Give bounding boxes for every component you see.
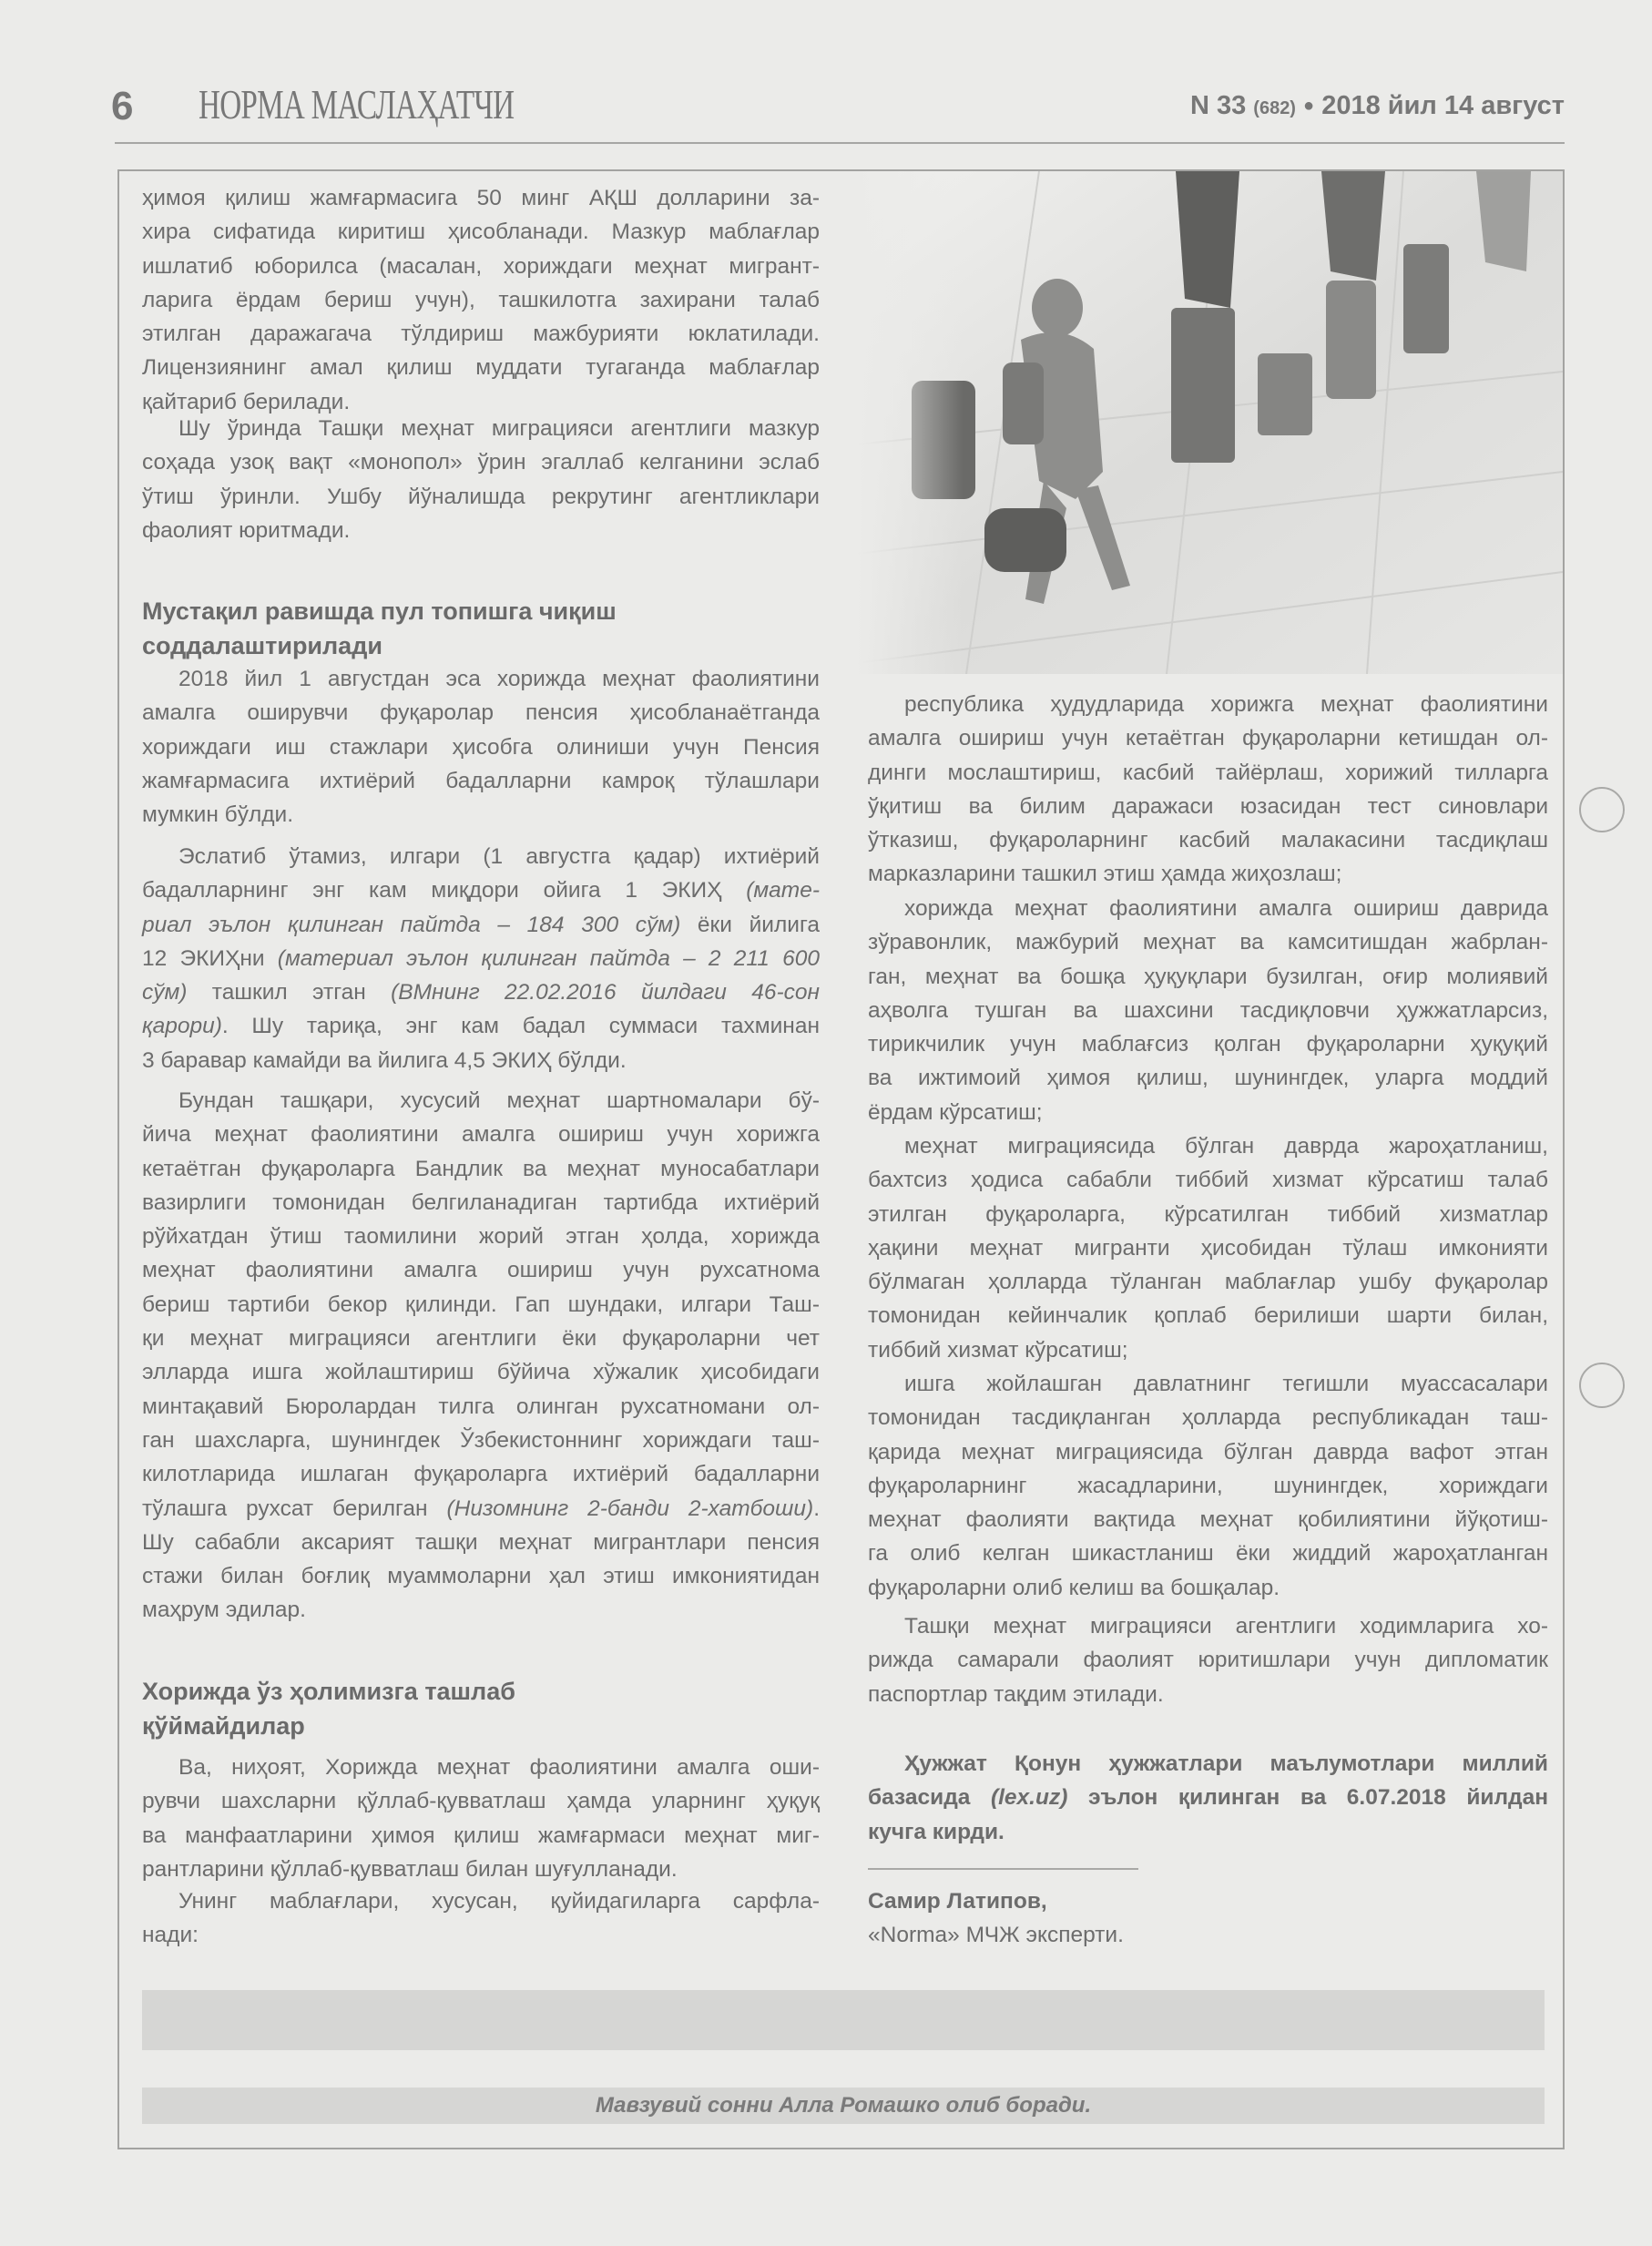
text-line: динги мослаштириш, касбий тайёрлаш, хорижий тилларга bbox=[868, 760, 1548, 785]
text-line: ишга жойлашган давлатнинг тегишли муассасалари bbox=[904, 1372, 1548, 1396]
italic-citation: (мате- bbox=[746, 878, 820, 904]
text-line: 2018 йил 1 августдан эса хорижда меҳнат фаолиятини bbox=[178, 667, 820, 691]
text-line: хира сифатида киритиш ҳисобланади. Мазкур маблағлар bbox=[142, 219, 820, 245]
text-segment: тўлашга рухсат берилган bbox=[142, 1496, 447, 1521]
text-line: этилган фуқароларга, кўрсатилган тиббий хизматлар bbox=[868, 1201, 1548, 1227]
text-line bbox=[142, 873, 820, 907]
text-line: амалга ошириш учун кетаётган фуқароларни кетишдан ол- bbox=[868, 726, 1548, 751]
publication-title: НОРМА МАСЛАҲАТЧИ bbox=[199, 81, 515, 128]
text-line: меҳнат фаолиятини амалга ошириш учун рухсатнома bbox=[142, 1258, 820, 1283]
text-line: бўлмаган ҳолларда тўланган маблағлар ушбу фуқаролар bbox=[868, 1270, 1548, 1295]
text-line: мумкин бўлди. bbox=[142, 802, 294, 828]
text-line: Шу сабабли аксарият ташқи меҳнат мигрантлари пенсия bbox=[142, 1529, 820, 1555]
text-line: фаолият юритмади. bbox=[142, 517, 351, 543]
text-line: фуқароларнинг жасадларини, шунингдек, хориждаги bbox=[868, 1473, 1548, 1498]
text-line: соҳада узоқ вақт «монопол» ўрин эгаллаб келганини эслаб bbox=[142, 450, 820, 475]
editor-note: Мавзувий сонни Алла Ромашко олиб боради. bbox=[595, 2093, 1092, 2118]
text-line: стажи билан боғлиқ муаммоларни ҳал этиш имкониятидан bbox=[142, 1564, 820, 1589]
text-line: ган шахсларга, шунингдек Ўзбекистоннинг хориждаги таш- bbox=[142, 1427, 820, 1453]
text-line: маҳрум эдилар. bbox=[142, 1598, 306, 1623]
paragraph bbox=[142, 1884, 820, 1953]
text-line: қарида меҳнат миграциясида бўлган даврда вафот этган bbox=[868, 1439, 1548, 1465]
text-line: рувчи шахсларни қўллаб-қувватлаш ҳамда уларнинг ҳуқуқ bbox=[142, 1789, 820, 1814]
text-line: 3 баравар камайди ва йилига 4,5 ЭКИҲ бўлди. bbox=[142, 1047, 627, 1073]
text-line: га олиб келган шикастланиш ёки жиддий жароҳатланган bbox=[868, 1541, 1548, 1567]
header-divider bbox=[115, 142, 1565, 144]
author-role: «Norma» МЧЖ эксперти. bbox=[868, 1923, 1124, 1948]
text-line: Бундан ташқари, хусусий меҳнат шартномалари бў- bbox=[178, 1088, 820, 1113]
text-line: томонидан тасдиқланган ҳолларда республикадан таш- bbox=[868, 1405, 1548, 1431]
text-segment: ёки йилига bbox=[680, 912, 820, 937]
text-line: фуқароларни олиб келиш ва бошқалар. bbox=[868, 1575, 1280, 1600]
heading-line: Хорижда ўз ҳолимизга ташлаб bbox=[142, 1678, 515, 1705]
text-line: кетаётган фуқароларга Бандлик ва меҳнат муносабатлари bbox=[142, 1156, 820, 1181]
section-heading bbox=[142, 1674, 820, 1743]
text-line: йича меҳнат фаолиятини амалга ошириш учун хорижга bbox=[142, 1122, 820, 1148]
italic-citation: (Низомнинг 2-банди 2-хатбоши) bbox=[446, 1496, 814, 1521]
text-line: хориждаги иш стажлари ҳисобга олиниши учун Пенсия bbox=[142, 734, 820, 760]
text-line bbox=[142, 1492, 820, 1526]
text-line: аҳволга тушган ва шахсини тасдиқловчи ҳужжатларсиз, bbox=[868, 997, 1548, 1023]
paragraph bbox=[142, 840, 820, 1077]
author-name: Самир Латипов, bbox=[868, 1889, 1047, 1914]
page-number: 6 bbox=[111, 84, 134, 128]
legal-note bbox=[868, 1747, 1548, 1849]
travelers-photo bbox=[857, 171, 1563, 674]
text-line: зўравонлик, мажбурий меҳнат ва камситишдан жабрлан- bbox=[868, 930, 1548, 955]
text-line: ўқитиш ва билим даражаси юзасидан тест синовлари bbox=[868, 793, 1548, 819]
text-line: рижда самарали фаолият юритишлари учун дипломатик bbox=[868, 1648, 1548, 1673]
text-line: жамғармасига ихтиёрий бадалларни камроқ тўлашлари bbox=[142, 768, 820, 793]
paragraph bbox=[142, 412, 820, 547]
paragraph bbox=[142, 662, 820, 832]
list-item bbox=[868, 688, 1548, 892]
text-line: ларига ёрдам бериш учун), ташкилотга захирани талаб bbox=[142, 287, 820, 312]
text-line: ёрдам кўрсатиш; bbox=[868, 1099, 1043, 1125]
text-line: Лицензиянинг амал қилиш муддати тугаганда маблағлар bbox=[142, 355, 820, 381]
text-line: килотларида ишлаган фуқароларга ихтиёрий бадалларни bbox=[142, 1462, 820, 1487]
text-line: вазирлиги томонидан белгиланадиган тартибда ихтиёрий bbox=[142, 1189, 820, 1215]
text-line bbox=[142, 975, 820, 1009]
paragraph bbox=[868, 1609, 1548, 1711]
issue-date: 2018 йил 14 август bbox=[1321, 91, 1565, 120]
italic-citation: (lex.uz) bbox=[990, 1785, 1068, 1811]
binder-hole-icon bbox=[1579, 1363, 1625, 1408]
text-line: меҳнат миграциясида бўлган даврда жароҳатланиш, bbox=[904, 1134, 1548, 1159]
bullet-icon: ● bbox=[1303, 96, 1315, 116]
text-line: Шу ўринда Ташқи меҳнат миграцияси агентлиги мазкур bbox=[178, 416, 820, 441]
text-segment: базасида bbox=[868, 1785, 991, 1811]
text-line: бахтсиз ҳодиса сабабли тиббий хизмат кўрсатиш талаб bbox=[868, 1168, 1548, 1193]
heading-line: Мустақил равишда пул топишга чиқиш bbox=[142, 597, 617, 625]
text-line: элларда ишга жойлаштириш бўйича хўжалик ҳисобидаги bbox=[142, 1360, 820, 1385]
text-segment: 12 ЭКИҲни bbox=[142, 945, 278, 971]
text-line: кучга кирди. bbox=[868, 1819, 1004, 1844]
text-line: минтақавий Бюролардан тилга олинган рухсатномани ол- bbox=[142, 1394, 820, 1419]
text-line: рантларини қўллаб-қувватлаш билан шуғулланади. bbox=[142, 1856, 678, 1882]
text-line: марказларини ташкил этиш ҳамда жиҳозлаш; bbox=[868, 862, 1342, 887]
issue-number: N 33 bbox=[1189, 91, 1247, 120]
text-line: Эслатиб ўтамиз, илгари (1 августга қадар) ихтиёрий bbox=[178, 844, 820, 869]
text-line bbox=[142, 1009, 820, 1043]
section-heading bbox=[142, 594, 820, 663]
text-line: рўйхатдан ўтиш таомилини жорий этган ҳолда, хорижда bbox=[142, 1224, 820, 1250]
text-line: амалга оширувчи фуқаролар пенсия ҳисобланаётганда bbox=[142, 700, 820, 726]
paragraph bbox=[142, 1084, 820, 1628]
text-line: ва манфаатларини ҳимоя қилиш жамғармаси меҳнат миг- bbox=[142, 1822, 820, 1848]
list-item bbox=[868, 892, 1548, 1129]
text-line: ҳақини меҳнат мигранти ҳисобидан тўлаш имконияти bbox=[868, 1235, 1548, 1261]
editor-note-band bbox=[142, 2088, 1545, 2124]
text-line: меҳнат фаолияти вақтида меҳнат қобилиятини йўқотиш- bbox=[868, 1507, 1548, 1533]
text-segment: эълон қилинган ва 6.07.2018 йилдан bbox=[1067, 1785, 1548, 1811]
text-segment: . Шу тариқа, энг кам бадал суммаси тахминан bbox=[221, 1014, 820, 1039]
italic-citation: риал эълон қилинган пайтда – 184 300 сўм) bbox=[142, 912, 681, 937]
paragraph bbox=[142, 1751, 820, 1886]
text-line: қи меҳнат миграцияси агентлиги ёки фуқароларни чет bbox=[142, 1326, 820, 1352]
italic-citation: (материал эълон қилинган пайтда – 2 211 600 bbox=[277, 945, 820, 971]
italic-citation: (ВМнинг 22.02.2016 йилдаги 46-сон bbox=[391, 980, 820, 1006]
text-line: ўтказиш, фуқароларнинг касбий малакасини тасдиқлаш bbox=[868, 828, 1548, 853]
list-item bbox=[868, 1129, 1548, 1367]
text-line: ишлатиб юборилса (масалан, хориждаги меҳнат мигрант- bbox=[142, 253, 820, 279]
text-segment: бадалларнинг энг кам миқдори ойига 1 ЭКИҲ bbox=[142, 878, 747, 904]
text-line: ўтиш ўринли. Ушбу йўналишда рекрутинг агентликлари bbox=[142, 484, 820, 509]
text-line: бериш тартиби бекор қилинди. Гап шундаки, илгари Таш- bbox=[142, 1291, 820, 1317]
text-line: Ташқи меҳнат миграцияси агентлиги ходимларига хо- bbox=[904, 1614, 1548, 1639]
list-item bbox=[868, 1367, 1548, 1605]
text-line: хорижда меҳнат фаолиятини амалга ошириш даврида bbox=[904, 896, 1548, 921]
italic-citation: сўм) bbox=[142, 980, 188, 1006]
text-line: этилган даражагача тўлдириш мажбурияти юклатилади. bbox=[142, 322, 820, 347]
italic-citation: қарори) bbox=[142, 1014, 222, 1039]
heading-line: соддалаштирилади bbox=[142, 632, 382, 659]
text-line: ҳимоя қилиш жамғармасига 50 минг АҚШ долларини за- bbox=[142, 186, 820, 210]
heading-line: қўймайдилар bbox=[142, 1712, 305, 1740]
text-line: нади: bbox=[142, 1923, 199, 1948]
text-segment: ташкил этган bbox=[187, 980, 392, 1006]
issue-total: (682) bbox=[1253, 98, 1296, 118]
author-signature bbox=[868, 1884, 1548, 1953]
text-line: Ва, ниҳоят, Хорижда меҳнат фаолиятини амалга оши- bbox=[178, 1755, 820, 1780]
text-line bbox=[142, 908, 820, 942]
text-line: Ҳужжат Қонун ҳужжатлари маълумотлари миллий bbox=[904, 1751, 1548, 1776]
text-line: ган, меҳнат ва бошқа ҳуқуқлари бузилган, оғир молиявий bbox=[868, 964, 1548, 989]
text-line: томонидан кейинчалик қоплаб берилиши шарти билан, bbox=[868, 1303, 1548, 1329]
text-line bbox=[868, 1781, 1548, 1814]
paragraph bbox=[142, 181, 820, 419]
text-line: тирикчилик учун маблағсиз қолган фуқароларни ҳуқуқий bbox=[868, 1032, 1548, 1057]
text-segment: . bbox=[813, 1496, 820, 1521]
text-line: республика ҳудудларида хорижга меҳнат фаолиятини bbox=[904, 692, 1548, 717]
text-line: тиббий хизмат кўрсатиш; bbox=[868, 1337, 1128, 1363]
text-line: паспортлар тақдим этилади. bbox=[868, 1681, 1164, 1707]
text-line bbox=[142, 942, 820, 975]
text-line: Унинг маблағлари, хусусан, қуйидагиларга сарфла- bbox=[178, 1889, 820, 1914]
issue-info bbox=[1190, 91, 1565, 121]
signature-divider bbox=[868, 1868, 1138, 1870]
text-line: ва ижтимоий ҳимоя қилиш, шунингдек, уларга моддий bbox=[868, 1066, 1548, 1091]
text-line: қайтариб берилади. bbox=[142, 389, 351, 414]
gray-band bbox=[142, 1990, 1545, 2050]
binder-hole-icon bbox=[1579, 787, 1625, 832]
